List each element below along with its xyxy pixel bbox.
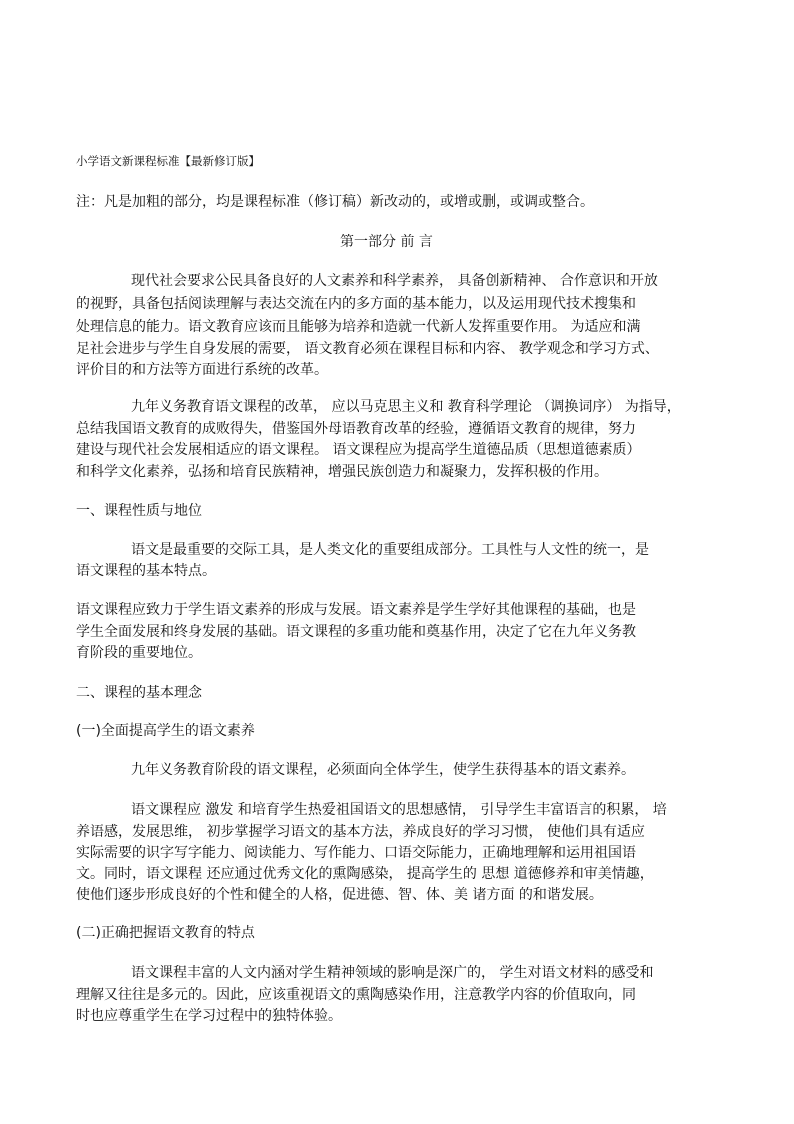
paragraph-line: 文。同时，语文课程 还应通过优秀文化的熏陶感染， 提高学生的 思想 道德修养和审美情趣， (76, 866, 654, 882)
paragraph-line: 理解又往往是多元的。因此，应该重视语文的熏陶感染作用，注意教学内容的价值取向，同 (76, 987, 636, 1003)
paragraph-line: 总结我国语文教育的成败得失，借鉴国外母语教育改革的经验，遵循语文教育的规律，努力 (76, 421, 636, 437)
section-heading: 一、课程性质与地位 (76, 503, 202, 519)
paragraph-line: 的视野，具备包括阅读理解与表达交流在内的多方面的基本能力，以及运用现代技术搜集和 (76, 296, 636, 312)
revision-note: 注：凡是加粗的部分，均是课程标准（修订稿）新改动的，或增或删，或调或整合。 (76, 194, 594, 210)
paragraph-line: 实际需要的识字写字能力、阅读能力、写作能力、口语交际能力，正确地理解和运用祖国语 (76, 845, 636, 861)
paragraph-line: 足社会进步与学生自身发展的需要， 语文教育必须在课程目标和内容、 教学观念和学习方式、 (76, 341, 659, 357)
paragraph-line: 和科学文化素养，弘扬和培育民族精神，增强民族创造力和凝聚力，发挥积极的作用。 (76, 464, 608, 480)
paragraph-line: 评价目的和方法等方面进行系统的改革。 (76, 362, 328, 378)
paragraph-line: 使他们逐步形成良好的个性和健全的人格，促进德、智、体、美 诸方面 的和谐发展。 (76, 887, 603, 903)
subsection-heading: (二)正确把握语文教育的特点 (76, 925, 255, 941)
paragraph-line: 建设与现代社会发展相适应的语文课程。 语文课程应为提高学生道德品质（思想道德素质） (76, 442, 641, 458)
paragraph-line: 时也应尊重学生在学习过程中的独特体验。 (76, 1008, 342, 1024)
paragraph-line: 现代社会要求公民具备良好的人文素养和科学素养， 具备创新精神、 合作意识和开放 (131, 273, 658, 289)
paragraph-line: 育阶段的重要地位。 (76, 645, 202, 661)
paragraph-line: 养语感，发展思维， 初步掌握学习语文的基本方法，养成良好的学习习惯， 使他们具有适应 (76, 824, 645, 840)
document-header: 小学语文新课程标准【最新修订版】 (76, 154, 260, 168)
paragraph-line: 学生全面发展和终身发展的基础。语文课程的多重功能和奠基作用，决定了它在九年义务教 (76, 624, 636, 640)
paragraph-line: 语文课程丰富的人文内涵对学生精神领域的影响是深广的， 学生对语文材料的感受和 (131, 965, 654, 981)
paragraph-line: 九年义务教育语文课程的改革， 应以马克思主义和 教育科学理论 （调换词序） 为指导， (131, 399, 681, 415)
section-heading: 二、课程的基本理念 (76, 685, 202, 701)
part-title: 第一部分 前 言 (340, 234, 433, 250)
subsection-heading: (一)全面提高学生的语文素养 (76, 723, 255, 739)
paragraph-line: 九年义务教育阶段的语文课程，必须面向全体学生，使学生获得基本的语文素养。 (131, 762, 635, 778)
paragraph-line: 处理信息的能力。语文教育应该而且能够为培养和造就一代新人发挥重要作用。 为适应和满 (76, 319, 641, 335)
paragraph-line: 语文是最重要的交际工具，是人类文化的重要组成部分。工具性与人文性的统一，是 (131, 542, 649, 558)
paragraph-line: 语文课程的基本特点。 (76, 563, 216, 579)
paragraph-line: 语文课程应 激发 和培育学生热爱祖国语文的思想感情， 引导学生丰富语言的积累， 培 (131, 802, 667, 818)
paragraph-line: 语文课程应致力于学生语文素养的形成与发展。语文素养是学生学好其他课程的基础，也是 (76, 602, 636, 618)
